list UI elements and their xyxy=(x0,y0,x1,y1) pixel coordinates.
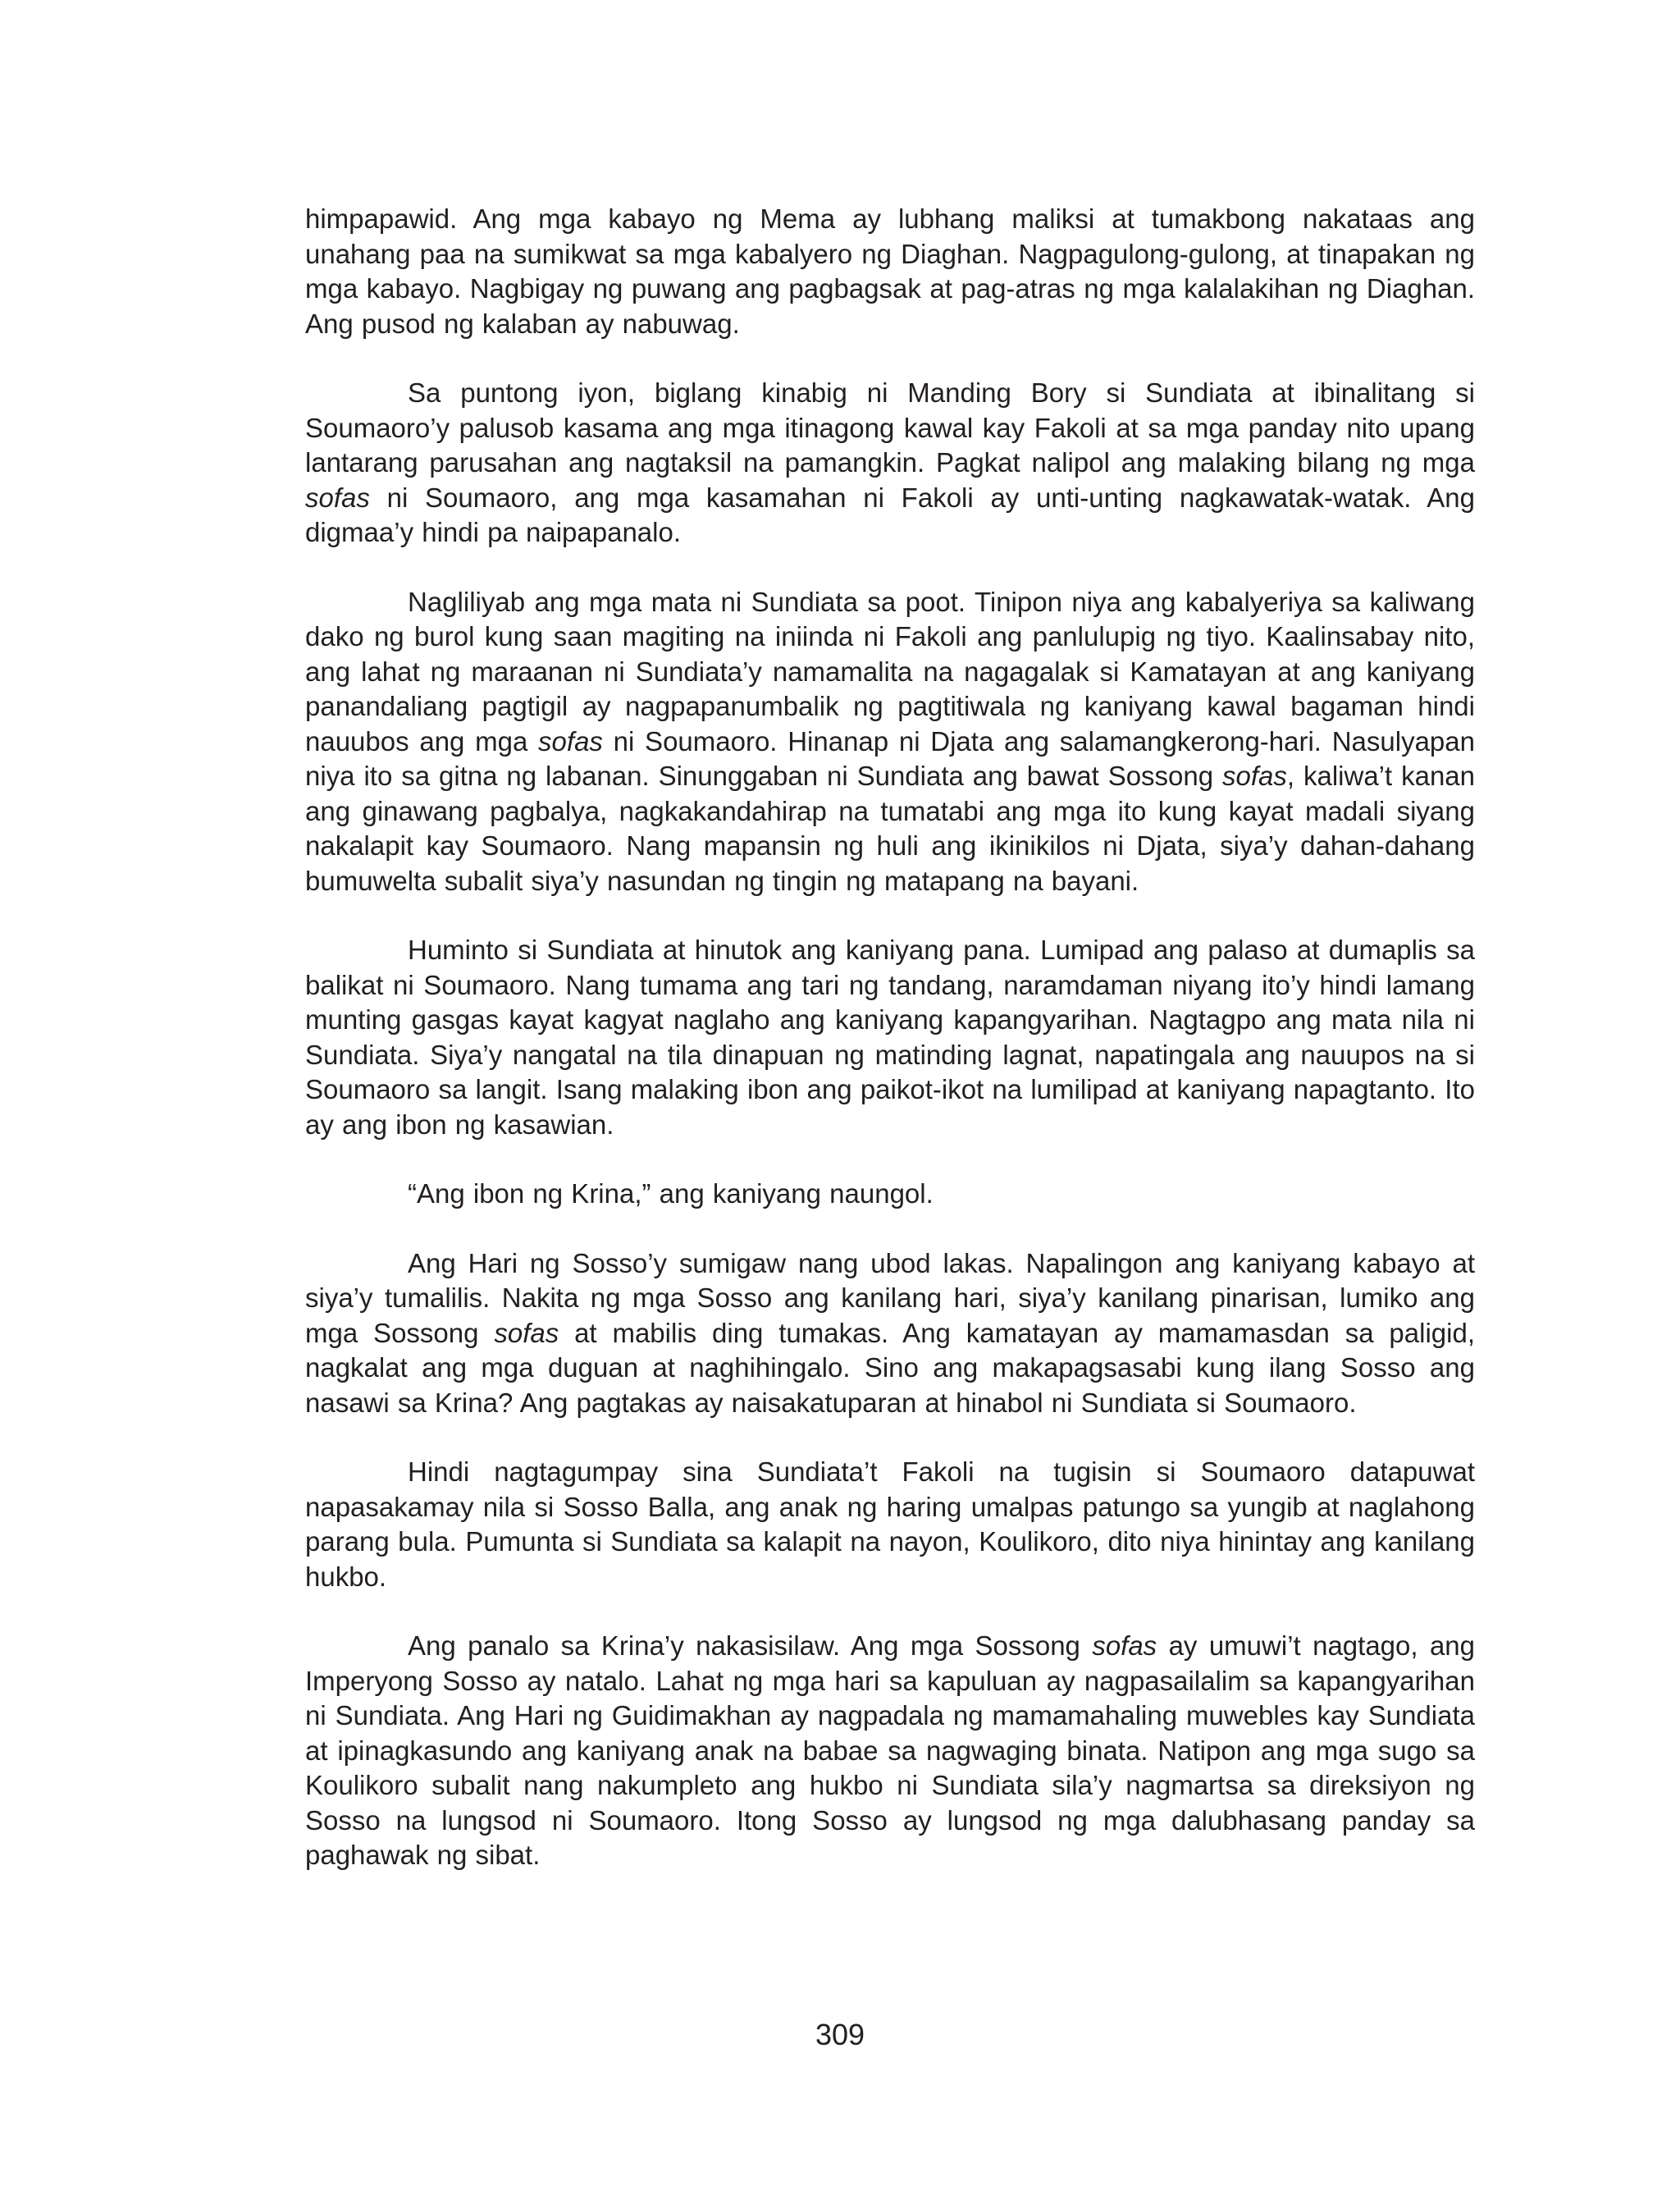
paragraph-6-text: at mabilis ding tumakas. Ang kamatayan ay mamamasdan sa paligid, nagkalat ang mga duguan at naghihingalo. Sino ang makapagsasabi kung ilang Sosso ang nasawi sa Krina? Ang pagtakas ay naisakatuparan at hinabol ni Sundiata si Soumaoro. xyxy=(305,1317,1475,1418)
paragraph-5-text: “Ang ibon ng Krina,” ang kaniyang naungol. xyxy=(408,1178,934,1209)
paragraph-4 xyxy=(305,933,1475,1142)
page-body xyxy=(305,202,1475,1873)
paragraph-3-italic-term: sofas xyxy=(1222,761,1287,791)
paragraph-3-italic-term: sofas xyxy=(538,725,603,757)
paragraph-8 xyxy=(305,1629,1475,1873)
paragraph-7-text: Hindi nagtagumpay sina Sundiata’t Fakoli na tugisin si Soumaoro datapuwat napasakamay nila si Sosso Balla, ang anak ng haring umalpas patungo sa yungib at naglahong parang bula. Pumunta si Sundiata sa kalapit na nayon, Koulikoro, dito niya hinintay ang kanilang hukbo. xyxy=(305,1456,1475,1592)
paragraph-3 xyxy=(305,585,1475,899)
paragraph-1-text: himpapawid. Ang mga kabayo ng Mema ay lubhang maliksi at tumakbong nakataas ang unahang paa na sumikwat sa mga kabalyero ng Diaghan. Nagpagulong-gulong, at tinapakan ng mga kabayo. Nagbigay ng puwang ang pagbagsak at pag-atras ng mga kalalakihan ng Diaghan. Ang pusod ng kalaban ay nabuwag. xyxy=(305,203,1475,339)
paragraph-4-text: Huminto si Sundiata at hinutok ang kaniyang pana. Lumipad ang palaso at dumaplis sa balikat ni Soumaoro. Nang tumama ang tari ng tandang, naramdaman niyang ito’y hindi lamang munting gasgas kayat kagyat naglaho ang kaniyang kapangyarihan. Nagtagpo ang mata nila ni Sundiata. Siya’y nangatal na tila dinapuan ng matinding lagnat, napatingala ang nauupos na si Soumaoro sa langit. Isang malaking ibon ang paikot-ikot na lumilipad at kaniyang napagtanto. Ito ay ang ibon ng kasawian. xyxy=(305,935,1475,1140)
paragraph-5-quote xyxy=(305,1177,1475,1212)
paragraph-3-text: , kaliwa’t kanan ang ginawang pagbalya, nagkakandahirap na tumatabi ang mga ito kung kayat madali siyang nakalapit kay Soumaoro. Nang mapansin ng huli ang ikinikilos ni Djata, siya’y dahan-dahang bumuwelta subalit siya’y nasundan ng tingin ng matapang na bayani. xyxy=(305,761,1475,896)
paragraph-6-italic-term: sofas xyxy=(494,1317,559,1348)
paragraph-6-text: Ang Hari ng Sosso’y sumigaw nang ubod lakas. Napalingon ang kaniyang kabayo at siya’y tumalilis. Nakita ng mga Sosso ang kanilang hari, siya’y kanilang pinarisan, lumiko ang mga Sossong xyxy=(305,1247,1475,1348)
paragraph-8-text: ay umuwi’t nagtago, ang Imperyong Sosso ay natalo. Lahat ng mga hari sa kapuluan ay nagpasailalim sa kapangyarihan ni Sundiata. Ang Hari ng Guidimakhan ay nagpadala ng mamamahaling muwebles kay Sundiata at ipinagkasundo ang kaniyang anak na babae sa nagwaging binata. Natipon ang mga sugo sa Koulikoro subalit nang nakumpleto ang hukbo ni Sundiata sila’y nagmartsa sa direksiyon ng Sosso na lungsod ni Soumaoro. Itong Sosso ay lungsod ng mga dalubhasang panday sa paghawak ng sibat. xyxy=(305,1630,1475,1870)
paragraph-8-italic-term: sofas xyxy=(1092,1630,1157,1661)
paragraph-3-text: ni Soumaoro. Hinanap ni Djata ang salamangkerong-hari. Nasulyapan niya ito sa gitna ng labanan. Sinunggaban ni Sundiata ang bawat Sossong xyxy=(305,725,1475,791)
paragraph-2 xyxy=(305,376,1475,551)
paragraph-3-text: Nagliliyab ang mga mata ni Sundiata sa poot. Tinipon niya ang kabalyeriya sa kaliwang dako ng burol kung saan magiting na iniinda ni Fakoli ang panlulupig ng tiyo. Kaalinsabay nito, ang lahat ng maraanan ni Sundiata’y namamalita na nagagalak si Kamatayan at ang kaniyang panandaliang pagtigil ay nagpapanumbalik ng pagtitiwala ng kaniyang kawal bagaman hindi nauubos ang mga xyxy=(305,586,1475,757)
paragraph-7 xyxy=(305,1455,1475,1594)
paragraph-2-italic-term: sofas xyxy=(305,482,370,513)
paragraph-2-text: Sa puntong iyon, biglang kinabig ni Manding Bory si Sundiata at ibinalitang si Soumaoro’y palusob kasama ang mga itinagong kawal kay Fakoli at sa mga panday nito upang lantarang parusahan ang nagtaksil na pamangkin. Pagkat nalipol ang malaking bilang ng mga xyxy=(305,377,1475,478)
paragraph-1 xyxy=(305,202,1475,341)
paragraph-2-text: ni Soumaoro, ang mga kasamahan ni Fakoli ay unti-unting nagkawatak-watak. Ang digmaa’y hindi pa naipapanalo. xyxy=(305,482,1475,547)
page-number: 309 xyxy=(815,2018,865,2051)
paragraph-6 xyxy=(305,1246,1475,1421)
paragraph-8-text: Ang panalo sa Krina’y nakasisilaw. Ang mga Sossong xyxy=(408,1630,1093,1661)
